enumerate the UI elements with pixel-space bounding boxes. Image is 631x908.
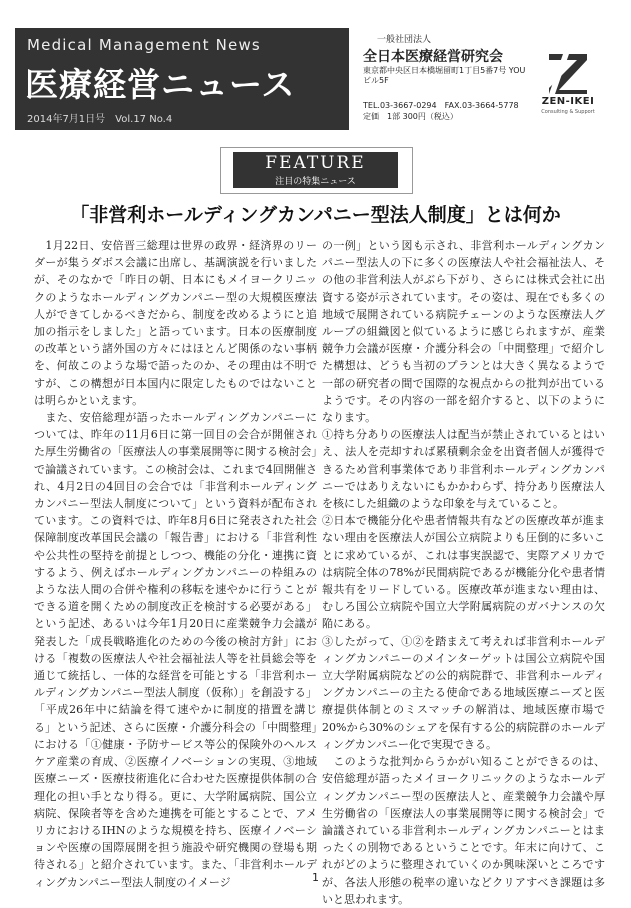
publisher-address: 東京都中央区日本橋堀留町1丁目5番7号 YOUビル5F bbox=[363, 66, 526, 85]
article-right-column bbox=[322, 237, 605, 908]
page-number: 1 bbox=[312, 871, 319, 884]
publisher-name: 全日本医療経営研究会 bbox=[363, 49, 503, 65]
masthead-japanese-title: 医療経営ニュース bbox=[25, 65, 296, 104]
feature-banner bbox=[233, 152, 398, 188]
article-left-column bbox=[34, 237, 317, 891]
feature-label: FEATURE bbox=[265, 153, 366, 173]
publisher-price: 定価 1部 300円（税込） bbox=[363, 112, 458, 121]
article-paragraph: このような批判からうかがい知ることができるのは、安倍総理が語ったメイヨークリニックのようなホールディングカンパニー型の医療法人と、産業競争力会議や厚生労働省の「医療法人の事業展開等に関する検討会」で論議されている非営利ホールディングカンパニーとはまったくの別物であるということです。年末に向けて、これがどのように整理されていくのか興味深いところですが、各法人形態の税率の違いなどクリアすべき課題は多いと思われます。 bbox=[322, 755, 605, 906]
article-paragraph: の一例」という図も示され、非営利ホールディングカンパニー型法人の下に多くの医療法人や社会福祉法人、その他の非営利法人がぶら下がり、さらには株式会社に出資する姿が示されています。その姿は、現在でも多くの地域で展開されている病院チェーンのような医療法人グループの組織図と似ているように感じられますが、産業競争力会議が医療・介護分科会の「中間整理」で紹介した構想は、どうも当初のプランとは大きく異なるようで一部の研究者の間で国際的な視点からの批判が出ているようです。その内容の一部を紹介すると、以下のようになります。 bbox=[322, 239, 605, 425]
publisher-info bbox=[355, 30, 615, 130]
issue-info: 2014年7月1日号 Vol.17 No.4 bbox=[27, 114, 173, 125]
publisher-org-type: 一般社団法人 bbox=[377, 35, 432, 45]
article-paragraph: また、安倍総理が語ったホールディングカンパニーについては、昨年の11月6日に第一回目の会合が開催された厚生労働省の「医療法人の事業展開等に関する検討会」で論議されています。この検討会は、これまで4回開催され、4月2日の4回目の会合では「非営利ホールディングカンパニー型法人制度について」という資料が配布されています。この資料では、昨年8月6日に発表された社会保障制度改革国民会議の「報告書」における「非営利性や公共性の堅持を前提としつつ、機能の分化・連携に資するよう、例えばホールディングカンパニーの枠組みのような法人間の合併や権利の移転を速やかに行うことができる道を開くための制度改正を検討する必要がある」という記述、あるいは今年1月20日に産業競争力会議が発表した「成長戦略進化のための今後の検討方針」における「複数の医療法人や社会福祉法人等を社員総会等を通じて統括し、一体的な経営を可能とする「非営利ホールディングカンパニー型法人制度（仮称）」を創設する」「平成26年中に結論を得て速やかに制度的措置を講じる」という記述、さらに医療・介護分科会の「中間整理」における「①健康・予防サービス等公的保険外のヘルスケア産業の育成、②医療イノベーションの実現、③地域医療ニーズ・医療技術進化に合わせた医療提供体制の合理化の担い手となり得る。更に、大学附属病院、国公立病院、保険者等を含めた連携を可能とすることで、アメリカにおけるIHNのような規模を持ち、医療イノベーションや医療の国際展開を担う施設や研究機関の登場も期待される」と紹介されています。また、「非営利ホールディングカンパニー型法人制度のイメージ bbox=[34, 411, 317, 889]
article-paragraph: ②日本で機能分化や患者情報共有などの医療改革が進まない理由を医療法人が国公立病院よりも圧倒的に多いことに求めているが、これは事実誤認で、実際アメリカでは病院全体の78%が民間病院であるが機能分化や患者情報共有をリードしている。医療改革が進まない理由は、むしろ国公立病院や国立大学附属病院のガバナンスの欠陥にある。 bbox=[322, 514, 605, 631]
article-paragraph: ①持ち分ありの医療法人は配当が禁止されているとはいえ、法人を売却すれば累積剰余金を出資者個人が獲得できるため営利事業体であり非営利ホールディングカンパニーではありえないにもかかわらず、持分あり医療法人を核にした組織のような印象を与えていること。 bbox=[322, 428, 605, 511]
logo-text: ZEN-IKEI bbox=[541, 96, 595, 107]
feature-sublabel: 注目の特集ニュース bbox=[275, 177, 356, 187]
newsletter-masthead bbox=[15, 28, 349, 130]
logo-subtext: Consulting & Support bbox=[541, 109, 595, 115]
zen-ikei-logo-mark bbox=[545, 50, 591, 96]
article-paragraph: ③したがって、①②を踏まえて考えれば非営利ホールディングカンパニーのメインターゲットは国公立病院や国立大学附属病院などの公的病院群で、非営利ホールディングカンパニーの主たる使命である地域医療ニーズと医療提供体制とのミスマッチの解消は、地域医療市場で20%から30%のシェアを保有する公的病院群のホールディングカンパニー化で実現できる。 bbox=[322, 634, 605, 751]
article-paragraph: 1月22日、安倍晋三総理は世界の政界・経済界のリーダーが集うダボス会議に出席し、基調演説を行いましたが、そのなかで「昨日の朝、日本にもメイヨークリニックのようなホールディングカンパニー型の大規模医療法人ができてしかるべきだから、制度を改めるようにと追加の指示をしました」と語っています。日本の医療制度の改革という諸外国の方々にはほとんど関係のない事柄を、何故このような場で語ったのか、その理由は不明ですが、この構想が日本国内に限定したものではないことは明らかといえます。 bbox=[34, 239, 317, 407]
article-title: 「非営利ホールディングカンパニー型法人制度」とは何か bbox=[70, 204, 561, 226]
zen-ikei-logo bbox=[533, 44, 603, 124]
publisher-contact: TEL.03-3667-0294 FAX.03-3664-5778 bbox=[363, 101, 519, 110]
masthead-english-title: Medical Management News bbox=[27, 36, 261, 54]
